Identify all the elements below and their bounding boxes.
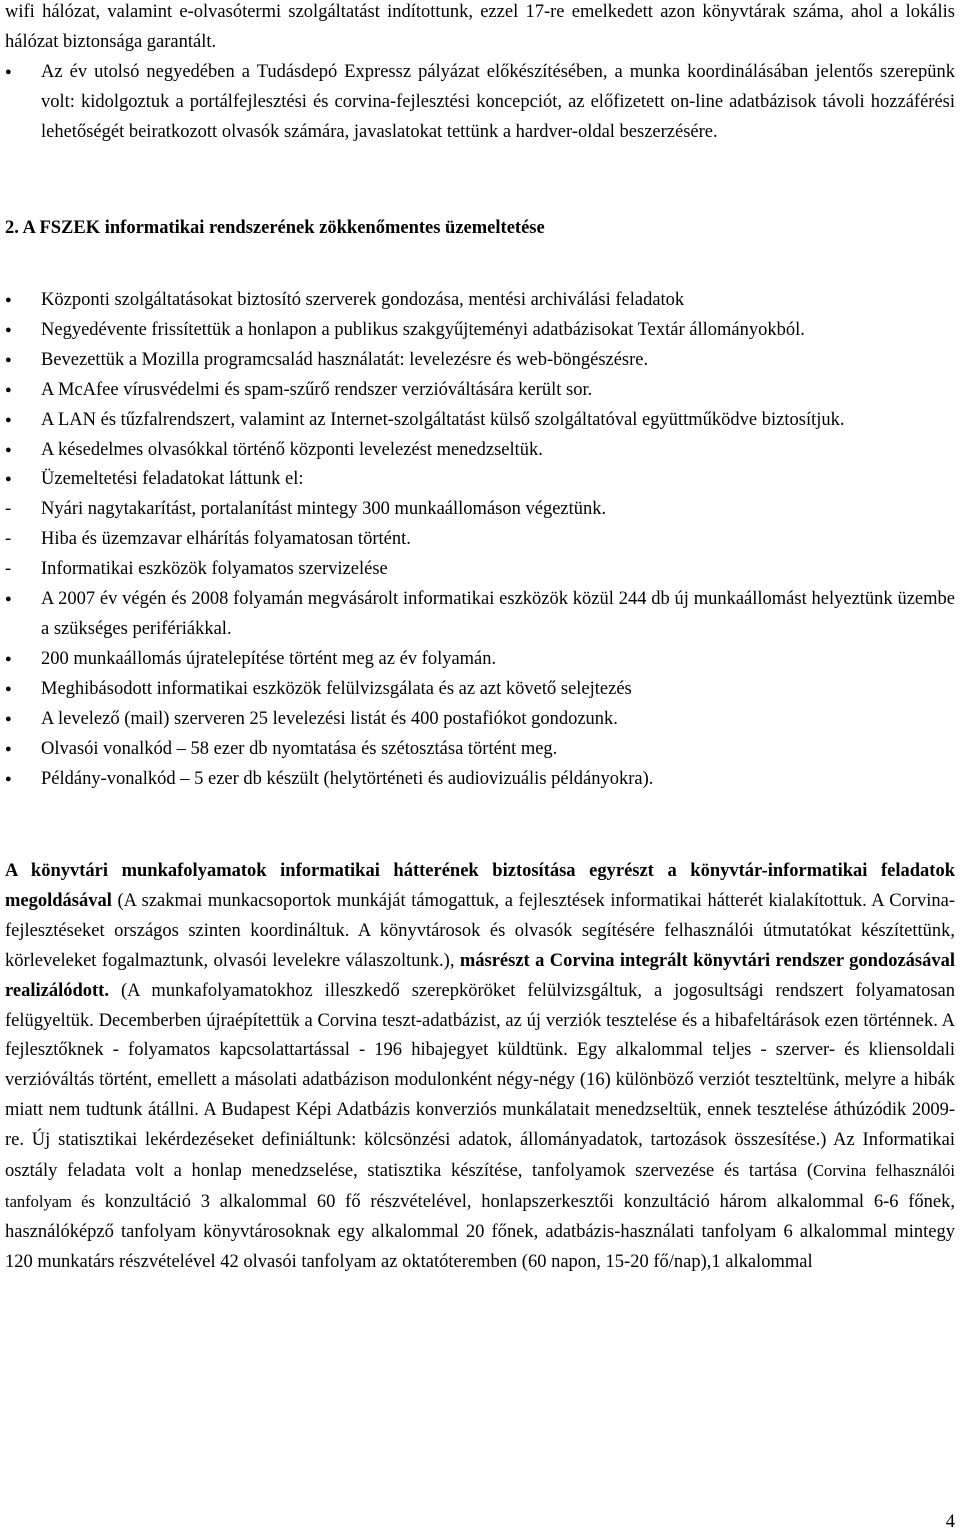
list-item-text: A McAfee vírusvédelmi és spam-szűrő rendszer verzióváltására került sor. (41, 379, 593, 400)
list-item-text: A levelező (mail) szerveren 25 levelezési listát és 400 postafiókot gondozunk. (41, 708, 618, 729)
list-item (5, 346, 955, 376)
list-item (5, 286, 955, 316)
dash-item (5, 555, 955, 585)
dash-item-text: Informatikai eszközök folyamatos szervizelése (41, 559, 388, 580)
closing-bold-1: A könyvtári munkafolyamatok informatikai hátterének biztosítása egyrészt a könyvtár-informatikai feladatok megoldásával (5, 861, 955, 911)
list-item-text: Negyedévente frissítettük a honlapon a publikus szakgyűjteményi adatbázisokat Textár állományokból. (41, 319, 805, 340)
list-item-text: 200 munkaállomás újratelepítése történt meg az év folyamán. (41, 648, 497, 669)
closing-bold-2: másrészt a Corvina integrált könyvtári rendszer gondozásával realizálódott. (5, 950, 955, 1001)
list-item (5, 645, 955, 675)
dash-item-text: Nyári nagytakarítást, portalanítást mintegy 300 munkaállomáson végeztünk. (41, 499, 607, 520)
intro-bullet-item (5, 58, 955, 148)
closing-text-1: (A szakmai munkacsoportok munkáját támogattuk, a fejlesztések informatikai hátterét kialakítottuk. A Corvina-fejlesztéseket országos szinten koordináltuk. A könyvtárosok és olvasók segítésére felhasználói útmutatókat készítettünk, körleveleket fogalmaztunk, olvasói levelekre válaszoltunk.), (5, 890, 955, 971)
closing-small-text: Corvina felhasználói tanfolyam és (5, 1161, 956, 1211)
dash-item-text: Hiba és üzemzavar elhárítás folyamatosan történt. (41, 529, 411, 550)
page-number: 4 (945, 1512, 955, 1532)
list-item-text: A késedelmes olvasókkal történő központi levelezést menedzseltük. (41, 439, 543, 460)
list-item-text: Bevezettük a Mozilla programcsalád használatát: levelezésre és web-böngészésre. (41, 349, 649, 370)
list-item (5, 735, 955, 765)
list-item (5, 675, 955, 705)
dash-item (5, 525, 955, 555)
list-item-text: A LAN és tűzfalrendszert, valamint az Internet-szolgáltatást külső szolgáltatóval együttműködve biztosítjuk. (41, 409, 845, 430)
list-item-text: Meghibásodott informatikai eszközök felülvizsgálata és az azt követő selejtezés (41, 678, 632, 699)
list-item (5, 765, 955, 795)
list-item (5, 465, 955, 495)
list-item-text: Olvasói vonalkód – 58 ezer db nyomtatása és szétosztása történt meg. (41, 738, 558, 759)
closing-text-2: (A munkafolyamatokhoz illeszkedő szerepköröket felülvizsgáltuk, a jogosultsági rendszert folyamatosan felügyeltük. Decemberben újraépítettük a Corvina teszt-adatbázist, az új verziók tesztelése és a hibafeltárások ezen történnek. A fejlesztőknek - folyamatos kapcsolattartással - 196 hibajegyet küldtünk. Egy alkalommal teljes - szerver- és kliensoldali verzióváltás történt, emellett a másolati adatbázison modulonként négy-négy (16) különböző verziót teszteltünk, melyre a hibák miatt nem tudtunk átállni. A Budapest Képi Adatbázis konverziós munkálatait menedzseltük, ennek tesztelése áthúzódik 2009-re. Új statisztikai lekérdezéseket definiáltunk: kölcsönzési adatok, állományadatok, tartozások összesítése.) Az Informatikai osztály feladata volt a honlap menedzselése, statisztika készítése, tanfolyamok szervezése és tartása ( (5, 980, 955, 1182)
list-item (5, 705, 955, 735)
closing-paragraph (5, 857, 955, 1278)
intro-paragraph: wifi hálózat, valamint e-olvasótermi szolgáltatást indítottunk, ezzel 17-re emelkedett azon könyvtárak száma, ahol a lokális hálózat biztonsága garantált. (5, 2, 955, 52)
section-2-list-a (5, 286, 955, 794)
list-item (5, 585, 955, 645)
list-item-text: Központi szolgáltatásokat biztosító szerverek gondozása, mentési archiválási feladatok (41, 290, 685, 310)
list-item-text: A 2007 év végén és 2008 folyamán megvásárolt informatikai eszközök közül 244 db új munkaállomást helyeztünk üzembe a szükséges perifériákkal. (41, 589, 955, 639)
closing-text-3: konzultáció 3 alkalommal 60 fő részvételével, honlapszerkesztői konzultáció három alkalommal 6-6 főnek, használóképző tanfolyam könyvtárosoknak egy alkalommal 20 főnek, adatbázis-használati tanfolyam 6 alkalommal mintegy 120 munkatárs részvételével 42 olvasói tanfolyam az oktatóteremben (60 napon, 15-20 fő/nap),1 alkalommal (5, 1191, 956, 1272)
list-item (5, 406, 955, 436)
list-item (5, 376, 955, 406)
list-item (5, 436, 955, 466)
section-2-heading: 2. A FSZEK informatikai rendszerének zökkenőmentes üzemeltetése (5, 218, 545, 238)
intro-bullet-text: Az év utolsó negyedében a Tudásdepó Expressz pályázat előkészítésében, a munka koordinálásában jelentős szerepünk volt: kidolgoztuk a portálfejlesztési és corvina-fejlesztési koncepciót, az előfizetett on-line adatbázisok távoli hozzáférési lehetőségét beiratkozott olvasók számára, javaslatokat tettünk a hardver-oldal beszerzésére. (41, 62, 955, 142)
list-item (5, 316, 955, 346)
dash-item (5, 495, 955, 525)
list-item-text: Üzemeltetési feladatokat láttunk el: (41, 469, 304, 490)
list-item-text: Példány-vonalkód – 5 ezer db készült (helytörténeti és audiovizuális példányokra). (41, 768, 654, 789)
